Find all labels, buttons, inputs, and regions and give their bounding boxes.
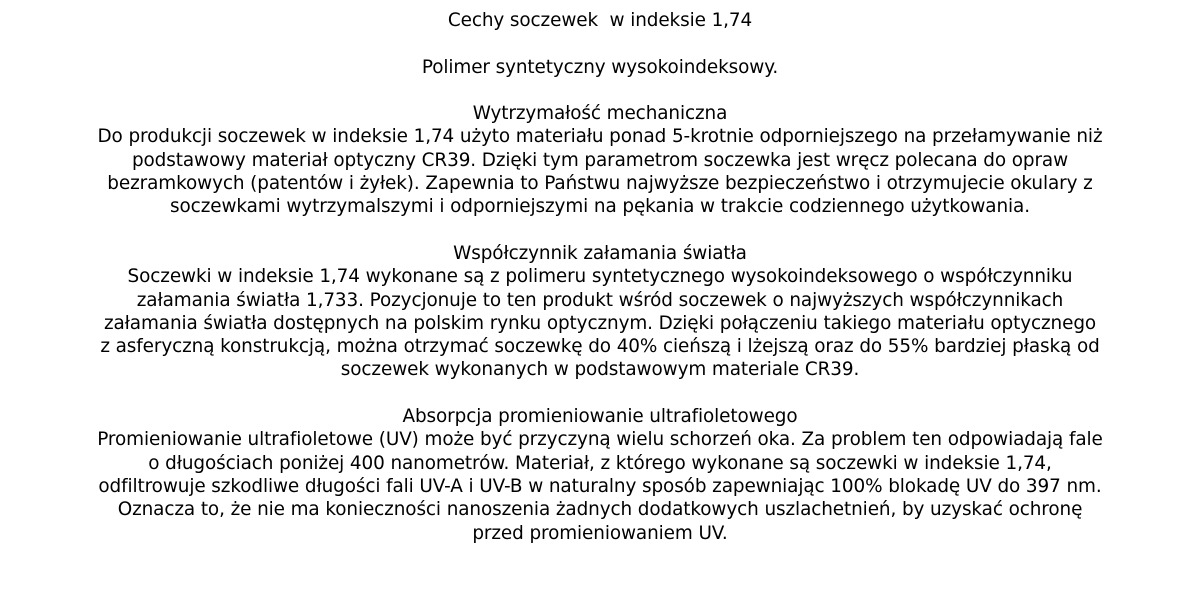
paragraph-line: załamania światła dostępnych na polskim rynku optycznym. Dzięki połączeniu takiego materiału optycznego [103, 312, 1097, 334]
paragraph-line: soczewek wykonanych w podstawowym materiale CR39. [340, 359, 860, 381]
page-title: Cechy soczewek w indeksie 1,74 [447, 10, 753, 31]
paragraph-line: bezramkowych (patentów i żyłek). Zapewnia to Państwu najwyższe bezpieczeństwo i otrzymujecie okulary z [107, 173, 1093, 195]
paragraph-line: Do produkcji soczewek w indeksie 1,74 użyto materiału ponad 5-krotnie odporniejszego na przełamywanie niż [97, 126, 1103, 148]
spacer [0, 32, 1200, 55]
section-uv-absorption [0, 405, 1200, 545]
subtitle: Polimer syntetyczny wysokoindeksowy. [421, 56, 779, 78]
paragraph-line: podstawowy materiał optyczny CR39. Dzięki tym parametrom soczewka jest wręcz polecana do opraw [131, 149, 1069, 171]
document [0, 9, 1200, 545]
paragraph-line: Oznacza to, że nie ma konieczności nanoszenia żadnych dodatkowych uszlachetnień, by uzyskać ochronę [117, 499, 1083, 521]
paragraph-line: załamania światła 1,733. Pozycjonuje to ten produkt wśród soczewek o najwyższych współczynnikach [136, 289, 1064, 311]
section-mechanical-strength [0, 102, 1200, 218]
paragraph-line: z asferyczną konstrukcją, można otrzymać soczewkę do 40% cieńszą i lżejszą oraz do 55% bardziej płaską od [100, 336, 1100, 358]
paragraph-line: Soczewki w indeksie 1,74 wykonane są z polimeru syntetycznego wysokoindeksowego o współczynniku [127, 266, 1073, 288]
paragraph-line: odfiltrowuje szkodliwe długości fali UV-A i UV-B w naturalny sposób zapewniając 100% blokadę UV do 397 nm. [98, 475, 1102, 497]
paragraph-line: soczewkami wytrzymalszymi i odporniejszymi na pękania w trakcie codziennego użytkowania. [170, 196, 1030, 218]
spacer [0, 382, 1200, 405]
paragraph-line: o długościach poniżej 400 nanometrów. Materiał, z którego wykonane są soczewki w indeksie 1,74, [148, 452, 1052, 474]
paragraph-line: Promieniowanie ultrafioletowe (UV) może być przyczyną wielu schorzeń oka. Za problem ten odpowiadają fale [97, 429, 1103, 451]
spacer [0, 219, 1200, 242]
section-refractive-index [0, 242, 1200, 382]
section-heading: Współczynnik załamania światła [453, 242, 747, 264]
section-heading: Absorpcja promieniowanie ultrafioletowego [402, 406, 798, 428]
section-heading: Wytrzymałość mechaniczna [472, 103, 728, 125]
paragraph-line: przed promieniowaniem UV. [472, 522, 728, 544]
spacer [0, 79, 1200, 102]
